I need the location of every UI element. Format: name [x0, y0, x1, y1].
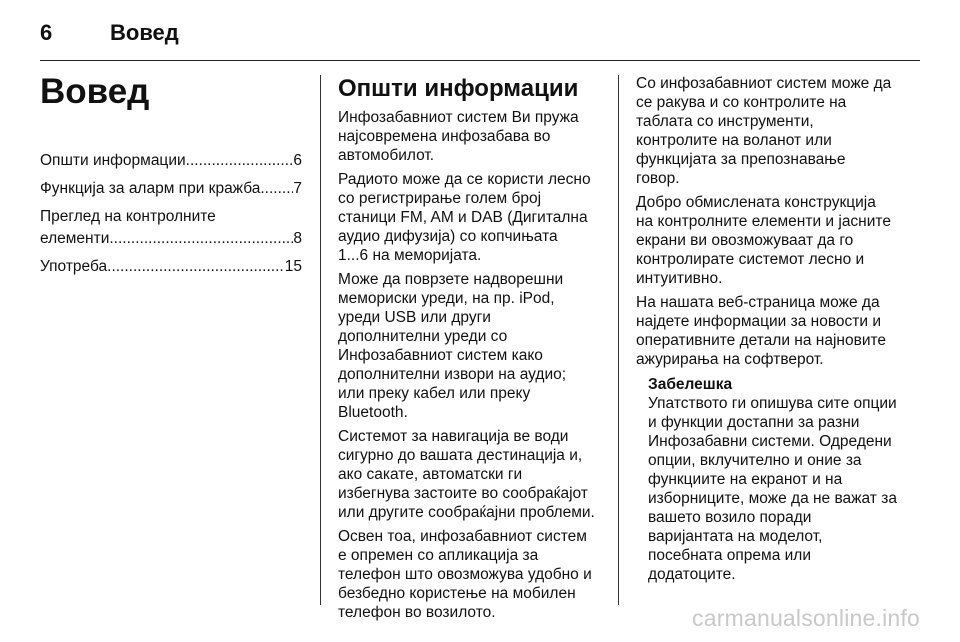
column-divider	[618, 75, 619, 605]
paragraph: Со инфозабавниот систем може да се ракува и со контролите на таблата со инструменти, контролите на воланот или функцијата за препознавање говор.	[636, 75, 892, 187]
text-column-right	[636, 74, 904, 589]
toc-entry-controls-overview[interactable]	[40, 206, 302, 250]
toc-page: 8	[293, 230, 302, 247]
note-text: Упатството ги опишува сите опции и функции достапни за разни Инфозабавни системи. Одредени опции, вклучително и оние за функциите на екранот и на изборниците, може да не важат за вашето возило поради варијантата на моделот, посебната опрема или додатоците.	[648, 395, 897, 583]
paragraph: Системот за навигација ве води сигурно до вашата дестинација и, ако сакате, автоматски ги избегнува застоите во сообраќајот или другите сообраќајни проблеми.	[338, 428, 595, 521]
paragraph: Добро обмислената конструкција на контролните елементи и јасните екрани ви овозможуваат да го контролирате системот лесно и интуитивно.	[636, 194, 891, 287]
toc-leader	[109, 228, 293, 250]
toc-entry-anti-theft[interactable]	[40, 178, 302, 200]
section-title: Општи информации	[338, 75, 579, 102]
paragraph: Освен тоа, инфозабавниот систем е опремен со апликација за телефон што овозможува удобно и безбедно користење на мобилен телефон во возилото.	[338, 528, 592, 621]
toc-column	[40, 70, 302, 284]
paragraph: Може да поврзете надворешни мемориски уреди, на пр. iPod, уреди USB или други дополнителни уреди со Инфозабавниот систем како дополнителни извори на аудио; или преку кабел или преку Bluetooth.	[338, 271, 567, 421]
toc-page: 15	[284, 258, 302, 275]
toc-label: Употреба	[40, 258, 108, 275]
note-box	[636, 375, 904, 584]
toc-label-row	[40, 228, 302, 250]
toc-leader	[107, 256, 285, 278]
watermark: carmanualsonline.info	[692, 605, 920, 631]
column-divider	[320, 75, 321, 605]
toc-label-line2: елементи	[40, 230, 110, 247]
toc-entry-general-info[interactable]	[40, 150, 302, 172]
header-rule	[40, 60, 920, 61]
toc-label: Функција за аларм при кражба	[40, 180, 261, 197]
text-column-middle	[338, 74, 606, 627]
header-section-title: Вовед	[110, 20, 179, 45]
toc-label: Општи информации	[40, 152, 186, 169]
toc-label-line1: Преглед на контролните	[40, 208, 216, 225]
chapter-title: Вовед	[40, 72, 150, 111]
paragraph: Радиото може да се користи лесно со регистрирање голем број станици FM, AM и DAB (Дигитална аудио дифузија) со копчињата 1...6 на меморијата.	[338, 171, 591, 264]
toc-leader	[260, 178, 293, 200]
page-number: 6	[40, 20, 53, 45]
paragraph: Инфозабавниот систем Ви пружа најсовремена инфозабава во автомобилот.	[338, 109, 579, 164]
page-header	[40, 16, 179, 50]
toc-leader	[186, 150, 294, 172]
paragraph: На нашата веб-страница може да најдете информации за новости и оперативните детали на најновите ажурирања на софтверот.	[636, 294, 887, 368]
toc-entry-usage[interactable]	[40, 256, 302, 278]
toc-page: 6	[293, 152, 302, 169]
toc-page: 7	[293, 180, 302, 197]
note-title: Забелешка	[648, 376, 733, 393]
